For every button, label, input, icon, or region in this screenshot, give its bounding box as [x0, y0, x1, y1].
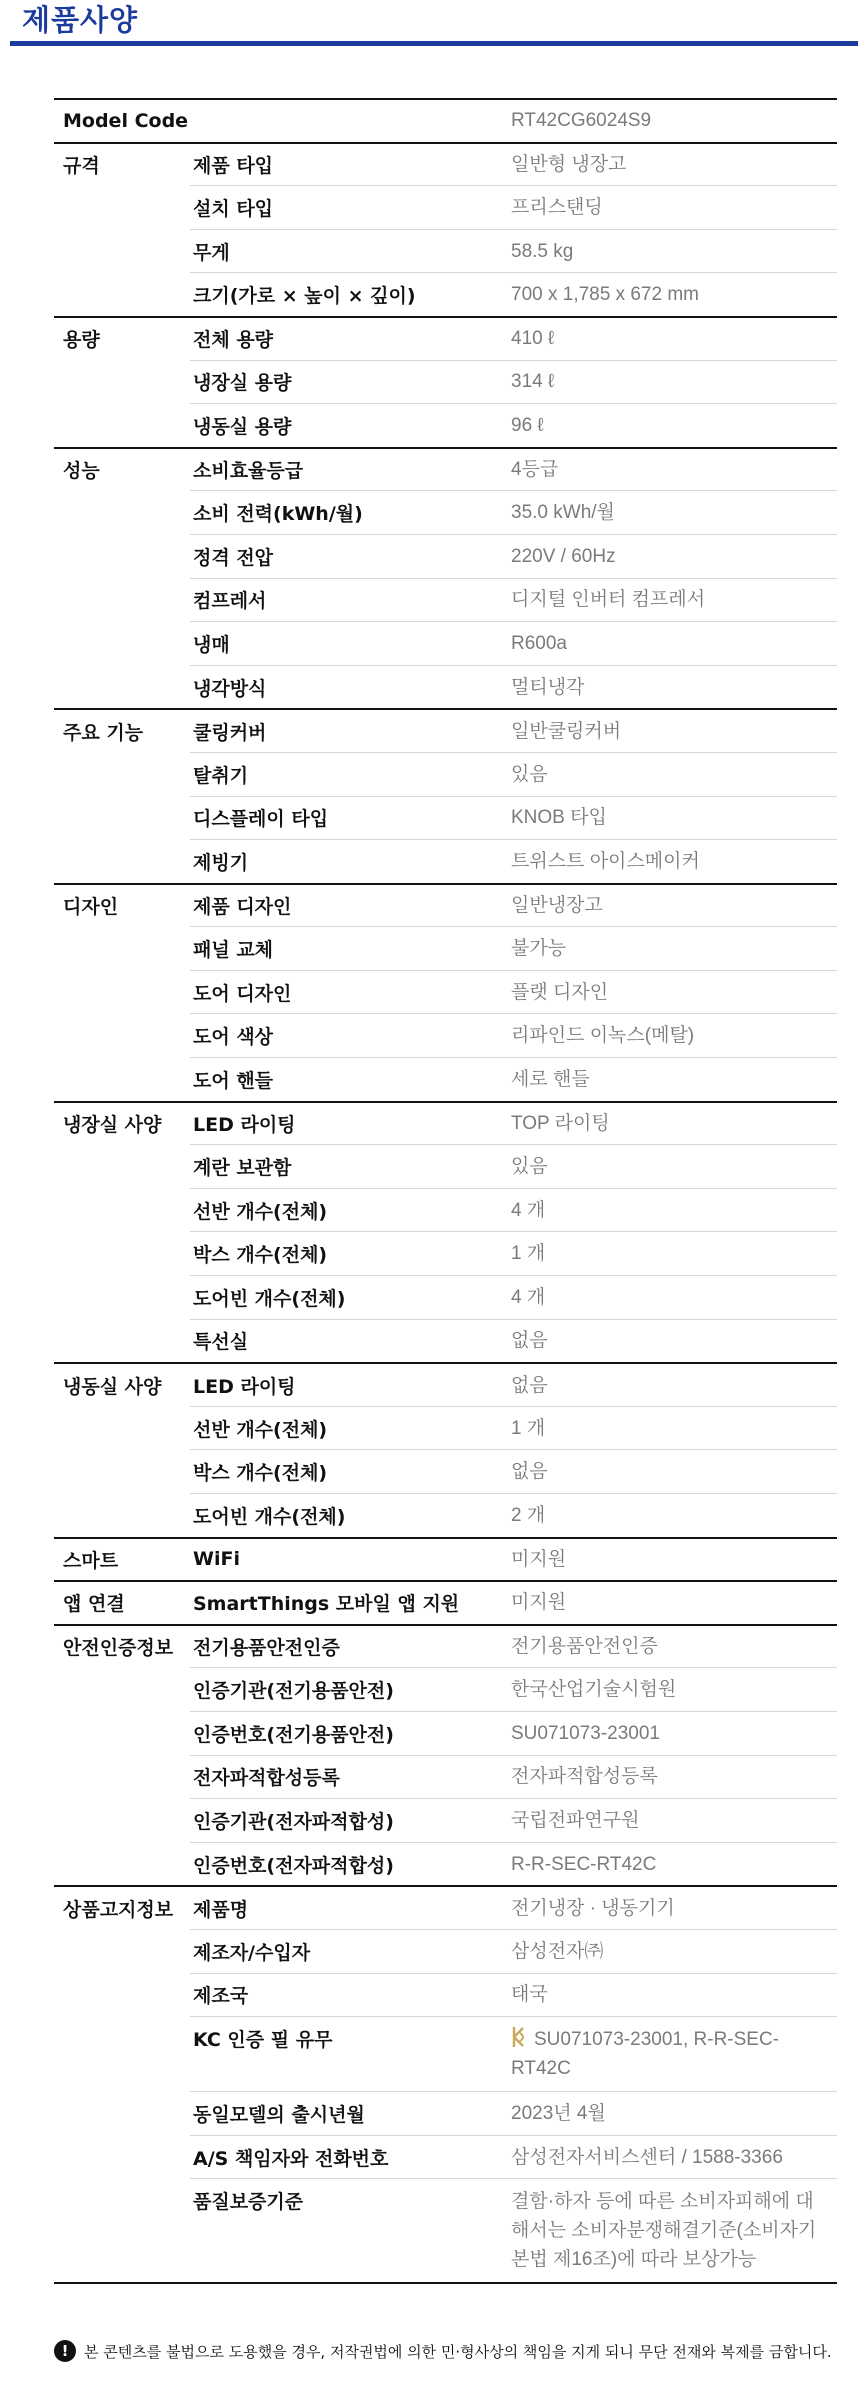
spec-label: LED 라이팅	[193, 1375, 296, 1398]
warning-icon: !	[54, 2340, 76, 2362]
spec-row	[54, 1711, 837, 1755]
spec-category: 주요 기능	[63, 721, 144, 744]
row-divider-gap	[54, 621, 190, 622]
spec-value: 삼성전자서비스센터 / 1588-3366	[511, 2146, 783, 2168]
spec-label: 박스 개수(전체)	[193, 1244, 328, 1267]
spec-label: 인증기관(전기용품안전)	[193, 1680, 394, 1703]
spec-value: 삼성전자㈜	[511, 1940, 604, 1962]
row-divider-gap	[54, 1842, 190, 1843]
spec-row	[54, 1013, 837, 1057]
spec-label: 냉장실 용량	[193, 372, 292, 395]
spec-row	[54, 926, 837, 970]
spec-value: 있음	[511, 1156, 548, 1178]
spec-label: 동일모델의 출시년월	[193, 2103, 365, 2126]
row-divider-gap	[54, 1667, 190, 1668]
row-divider-gap	[54, 1493, 190, 1494]
title-rule	[10, 41, 858, 46]
spec-category: 규격	[63, 154, 100, 177]
spec-row	[54, 360, 837, 404]
spec-label: A/S 책임자와 전화번호	[193, 2147, 389, 2170]
spec-category: 디자인	[63, 895, 119, 918]
spec-value: 있음	[511, 763, 548, 785]
spec-row	[54, 534, 837, 578]
table-bottom-rule	[54, 2282, 837, 2284]
row-divider-gap	[54, 752, 190, 753]
spec-category: 용량	[63, 329, 100, 352]
row-divider-gap	[54, 185, 190, 186]
spec-label: 전자파적합성등록	[193, 1767, 340, 1790]
spec-row	[54, 2091, 837, 2135]
spec-table	[54, 98, 837, 2282]
spec-value: R-R-SEC-RT42C	[511, 1853, 657, 1875]
spec-value: 결함·하자 등에 따른 소비자피해에 대해서는 소비자분쟁해결기준(소비자기본법 제16조)에 따라 보상가능	[511, 2191, 817, 2271]
spec-value: 일반형 냉장고	[511, 153, 627, 175]
spec-value: 4 개	[511, 1199, 546, 1221]
spec-value: 트위스트 아이스메이커	[511, 850, 700, 872]
spec-value: 불가능	[511, 938, 567, 960]
spec-label: 계란 보관함	[193, 1157, 292, 1180]
kc-certification-icon	[511, 2025, 528, 2049]
spec-label: 제품 디자인	[193, 895, 292, 918]
spec-value: 일반쿨링커버	[511, 720, 622, 742]
kc-value-text: SU071073-23001, R-R-SEC-RT42C	[511, 2029, 780, 2080]
spec-label: 도어빈 개수(전체)	[193, 1505, 346, 1528]
spec-value: 멀티냉각	[511, 676, 585, 698]
model-code-row	[54, 98, 837, 142]
row-divider-gap	[54, 1798, 190, 1799]
spec-value: 태국	[511, 1984, 548, 2006]
spec-row	[54, 2016, 837, 2091]
spec-row	[54, 1624, 837, 1668]
spec-label: SmartThings 모바일 앱 지원	[193, 1593, 460, 1616]
spec-value: 314 ℓ	[511, 371, 555, 393]
spec-label: 제품명	[193, 1898, 249, 1921]
spec-label: 선반 개수(전체)	[193, 1418, 328, 1441]
spec-value: 2 개	[511, 1504, 546, 1526]
spec-value: 전기냉장 · 냉동기기	[511, 1897, 675, 1919]
row-divider-gap	[54, 272, 190, 273]
spec-row	[54, 1449, 837, 1493]
page-title: 제품사양	[22, 3, 139, 37]
spec-value: 700 x 1,785 x 672 mm	[511, 284, 699, 306]
spec-label: 품질보증기준	[193, 2191, 304, 2214]
spec-value: 국립전파연구원	[511, 1809, 640, 1831]
spec-value: 플랫 디자인	[511, 981, 609, 1003]
row-divider-gap	[54, 1929, 190, 1930]
spec-row	[54, 403, 837, 447]
spec-row	[54, 272, 837, 316]
spec-label: 전기용품안전인증	[193, 1637, 340, 1660]
spec-label: 제빙기	[193, 851, 249, 874]
spec-value: 한국산업기술시험원	[511, 1679, 677, 1701]
spec-row	[54, 1537, 837, 1581]
spec-row	[54, 1406, 837, 1450]
row-divider-gap	[54, 970, 190, 971]
row-divider-gap	[54, 1188, 190, 1189]
spec-label: 도어 색상	[193, 1026, 274, 1049]
spec-label: 컴프레서	[193, 590, 267, 613]
spec-row	[54, 1188, 837, 1232]
row-divider-gap	[54, 1406, 190, 1407]
spec-value: 없음	[511, 1374, 548, 1396]
spec-value: 세로 핸들	[511, 1068, 590, 1090]
spec-row	[54, 796, 837, 840]
spec-label: 탈취기	[193, 764, 249, 787]
spec-label: 제조자/수입자	[193, 1941, 311, 1964]
spec-value: 디지털 인버터 컴프레서	[511, 589, 706, 611]
spec-row	[54, 1275, 837, 1319]
spec-label: 도어 디자인	[193, 982, 292, 1005]
spec-row	[54, 1885, 837, 1929]
spec-value: TOP 라이팅	[511, 1112, 610, 1134]
row-divider-gap	[54, 926, 190, 927]
row-divider-gap	[54, 1711, 190, 1712]
spec-value: KNOB 타입	[511, 807, 607, 829]
spec-row	[54, 708, 837, 752]
spec-value: 리파인드 이녹스(메탈)	[511, 1025, 695, 1047]
spec-row	[54, 578, 837, 622]
spec-category: 성능	[63, 460, 100, 483]
row-divider-gap	[54, 665, 190, 666]
row-divider-gap	[54, 839, 190, 840]
spec-row	[54, 229, 837, 273]
spec-value: SU071073-23001	[511, 1722, 660, 1744]
model-code-value: RT42CG6024S9	[511, 110, 652, 132]
spec-value: 1 개	[511, 1417, 546, 1439]
spec-row	[54, 2135, 837, 2179]
spec-value: 미지원	[511, 1592, 567, 1614]
spec-label: 제조국	[193, 1985, 249, 2008]
spec-row	[54, 1798, 837, 1842]
spec-label: 무게	[193, 241, 230, 264]
spec-label: LED 라이팅	[193, 1113, 296, 1136]
spec-label: 인증기관(전자파적합성)	[193, 1810, 394, 1833]
spec-row	[54, 883, 837, 927]
row-divider-gap	[54, 2091, 190, 2092]
spec-label: 패널 교체	[193, 939, 274, 962]
row-divider-gap	[54, 490, 190, 491]
spec-category: 냉장실 사양	[63, 1113, 162, 1136]
spec-row	[54, 1973, 837, 2017]
row-divider-gap	[54, 2135, 190, 2136]
spec-label: 선반 개수(전체)	[193, 1200, 328, 1223]
spec-row	[54, 316, 837, 360]
row-divider-gap	[54, 403, 190, 404]
spec-row	[54, 839, 837, 883]
spec-row	[54, 1362, 837, 1406]
spec-label: WiFi	[193, 1548, 240, 1571]
spec-value: R600a	[511, 632, 567, 654]
row-divider-gap	[54, 534, 190, 535]
spec-label: 도어빈 개수(전체)	[193, 1287, 346, 1310]
spec-value: 없음	[511, 1461, 548, 1483]
spec-label: 설치 타입	[193, 197, 274, 220]
spec-label: KC 인증 필 유무	[193, 2029, 333, 2052]
spec-row	[54, 1842, 837, 1886]
spec-label: 소비 전력(kWh/월)	[193, 503, 363, 526]
spec-value: 없음	[511, 1330, 548, 1352]
spec-label: 냉매	[193, 633, 230, 656]
spec-label: 전체 용량	[193, 329, 274, 352]
spec-label: 특선실	[193, 1331, 249, 1354]
spec-category: 냉동실 사양	[63, 1375, 162, 1398]
row-divider-gap	[54, 1755, 190, 1756]
spec-label: 소비효율등급	[193, 460, 304, 483]
spec-row	[54, 621, 837, 665]
spec-value: 58.5 kg	[511, 240, 574, 262]
spec-row	[54, 1493, 837, 1537]
spec-value: 410 ℓ	[511, 328, 555, 350]
spec-label: 박스 개수(전체)	[193, 1462, 328, 1485]
row-divider-gap	[54, 1449, 190, 1450]
row-divider-gap	[54, 578, 190, 579]
spec-value: 1 개	[511, 1243, 546, 1265]
spec-row	[54, 1101, 837, 1145]
spec-row	[54, 1667, 837, 1711]
copyright-notice	[54, 2340, 832, 2362]
spec-label: 인증번호(전자파적합성)	[193, 1854, 394, 1877]
spec-row	[54, 970, 837, 1014]
row-divider-gap	[54, 1231, 190, 1232]
row-divider-gap	[54, 1973, 190, 1974]
spec-row	[54, 1057, 837, 1101]
row-divider-gap	[54, 1275, 190, 1276]
row-divider-gap	[54, 229, 190, 230]
spec-value: 4 개	[511, 1286, 546, 1308]
notice-text: 본 콘텐츠를 불법으로 도용했을 경우, 저작권법에 의한 민·형사상의 책임을 지게 되니 무단 전재와 복제를 금합니다.	[84, 2342, 832, 2361]
spec-label: 쿨링커버	[193, 721, 267, 744]
spec-category: 상품고지정보	[63, 1898, 174, 1921]
spec-value: 전자파적합성등록	[511, 1766, 658, 1788]
spec-category: 안전인증정보	[63, 1637, 174, 1660]
row-divider-gap	[54, 2178, 190, 2179]
spec-value: 전기용품안전인증	[511, 1636, 658, 1658]
row-divider-gap	[54, 1057, 190, 1058]
spec-row	[54, 490, 837, 534]
spec-row	[54, 1580, 837, 1624]
spec-row	[54, 1319, 837, 1363]
spec-value: 일반냉장고	[511, 894, 603, 916]
spec-value	[511, 2025, 837, 2083]
row-divider-gap	[54, 1319, 190, 1320]
spec-row	[54, 1755, 837, 1799]
spec-label: 제품 타입	[193, 154, 274, 177]
spec-label: 디스플레이 타입	[193, 808, 329, 831]
spec-row	[54, 665, 837, 709]
spec-value: 96 ℓ	[511, 414, 544, 436]
spec-row	[54, 1231, 837, 1275]
spec-row	[54, 447, 837, 491]
model-code-label: Model Code	[63, 109, 189, 132]
spec-label: 냉동실 용량	[193, 415, 292, 438]
row-divider-gap	[54, 796, 190, 797]
spec-value: 220V / 60Hz	[511, 545, 616, 567]
row-divider-gap	[54, 360, 190, 361]
spec-value: 4등급	[511, 459, 559, 481]
spec-row	[54, 1144, 837, 1188]
spec-label: 도어 핸들	[193, 1069, 274, 1092]
spec-row	[54, 2178, 837, 2282]
spec-label: 인증번호(전기용품안전)	[193, 1723, 394, 1746]
spec-row	[54, 185, 837, 229]
spec-label: 냉각방식	[193, 677, 267, 700]
spec-value: 미지원	[511, 1548, 567, 1570]
spec-label: 정격 전압	[193, 546, 274, 569]
spec-category: 앱 연결	[63, 1593, 125, 1616]
spec-row	[54, 142, 837, 186]
row-divider-gap	[54, 2016, 190, 2017]
spec-value: 프리스탠딩	[511, 196, 603, 218]
row-divider-gap	[54, 1144, 190, 1145]
spec-row	[54, 1929, 837, 1973]
spec-value: 35.0 kWh/월	[511, 502, 615, 524]
spec-category: 스마트	[63, 1549, 119, 1572]
spec-row	[54, 752, 837, 796]
spec-value: 2023년 4월	[511, 2102, 606, 2124]
spec-label: 크기(가로 × 높이 × 깊이)	[193, 285, 416, 308]
row-divider-gap	[54, 1013, 190, 1014]
